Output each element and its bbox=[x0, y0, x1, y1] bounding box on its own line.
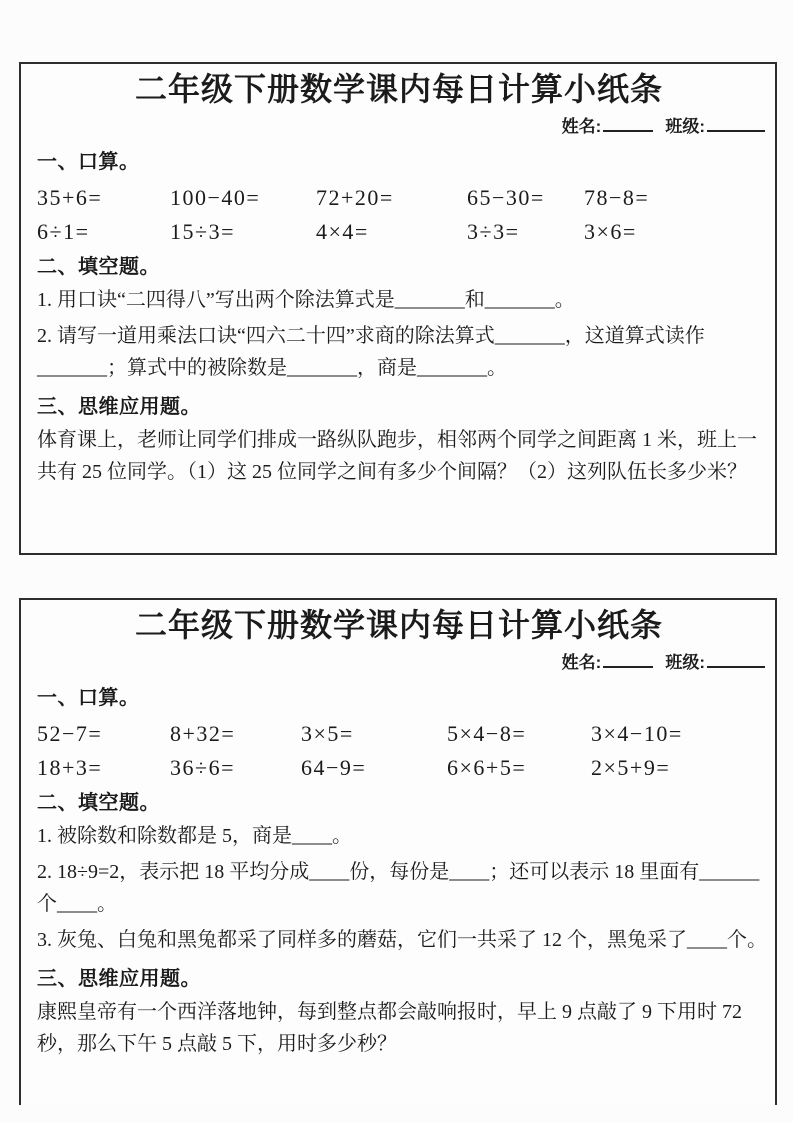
math-expression: 64−9= bbox=[301, 755, 367, 780]
name-label: 姓名: bbox=[561, 117, 602, 136]
math-expression: 2×5+9= bbox=[591, 755, 671, 780]
class-label: 班级: bbox=[665, 117, 705, 136]
name-class-line bbox=[37, 115, 765, 139]
math-expression: 3×6= bbox=[584, 219, 637, 244]
math-expression: 18+3= bbox=[37, 755, 103, 780]
oral-problems bbox=[37, 185, 761, 244]
class-blank bbox=[707, 125, 765, 132]
worksheet-card-2 bbox=[19, 598, 777, 1105]
name-blank bbox=[603, 125, 653, 132]
fill-item: 2. 18÷9=2，表示把 18 平均分成____份，每份是____；还可以表示 18 里面有______个____。 bbox=[37, 861, 760, 915]
fill-item: 1. 被除数和除数都是 5，商是____。 bbox=[37, 825, 352, 847]
section-heading-think: 三、思维应用题。 bbox=[37, 396, 201, 418]
math-expression: 3÷3= bbox=[467, 219, 520, 244]
math-expression: 35+6= bbox=[37, 185, 103, 210]
section-heading-fill: 二、填空题。 bbox=[37, 256, 160, 278]
math-expression: 4×4= bbox=[316, 219, 369, 244]
math-expression: 3×4−10= bbox=[591, 721, 683, 746]
math-expression: 72+20= bbox=[316, 185, 394, 210]
think-problem: 康熙皇帝有一个西洋落地钟，每到整点都会敲响报时，早上 9 点敲了 9 下用时 72 秒，那么下午 5 点敲 5 下，用时多少秒？ bbox=[37, 1001, 742, 1055]
fill-item: 3. 灰兔、白兔和黑兔都采了同样多的蘑菇，它们一共采了 12 个，黑兔采了____个。 bbox=[37, 929, 767, 951]
oral-problems bbox=[37, 721, 761, 780]
fill-item: 2. 请写一道用乘法口诀“四六二十四”求商的除法算式_______，这道算式读作_______；算式中的被除数是_______，商是_______。 bbox=[37, 325, 705, 379]
math-expression: 3×5= bbox=[301, 721, 354, 746]
fill-item: 1. 用口诀“二四得八”写出两个除法算式是_______和_______。 bbox=[37, 289, 575, 311]
section-heading-oral: 一、口算。 bbox=[37, 687, 140, 709]
math-expression: 52−7= bbox=[37, 721, 103, 746]
section-heading-think: 三、思维应用题。 bbox=[37, 968, 201, 990]
math-expression: 15÷3= bbox=[170, 219, 235, 244]
class-blank bbox=[707, 661, 765, 668]
math-expression: 36÷6= bbox=[170, 755, 235, 780]
name-blank bbox=[603, 661, 653, 668]
card-title: 二年级下册数学课内每日计算小纸条 bbox=[134, 607, 663, 643]
name-class-line bbox=[37, 651, 765, 675]
card-title: 二年级下册数学课内每日计算小纸条 bbox=[134, 71, 663, 107]
section-heading-fill: 二、填空题。 bbox=[37, 792, 160, 814]
think-problem: 体育课上，老师让同学们排成一路纵队跑步，相邻两个同学之间距离 1 米，班上一共有 25 位同学。（1）这 25 位同学之间有多少个间隔？（2）这列队伍长多少米？ bbox=[37, 429, 757, 483]
math-expression: 6×6+5= bbox=[447, 755, 527, 780]
name-label: 姓名: bbox=[561, 653, 602, 672]
math-expression: 5×4−8= bbox=[447, 721, 527, 746]
math-expression: 8+32= bbox=[170, 721, 236, 746]
math-expression: 65−30= bbox=[467, 185, 545, 210]
class-label: 班级: bbox=[665, 653, 705, 672]
math-expression: 100−40= bbox=[170, 185, 261, 210]
section-heading-oral: 一、口算。 bbox=[37, 151, 140, 173]
math-expression: 6÷1= bbox=[37, 219, 90, 244]
math-expression: 78−8= bbox=[584, 185, 650, 210]
worksheet-card-1 bbox=[19, 62, 777, 555]
